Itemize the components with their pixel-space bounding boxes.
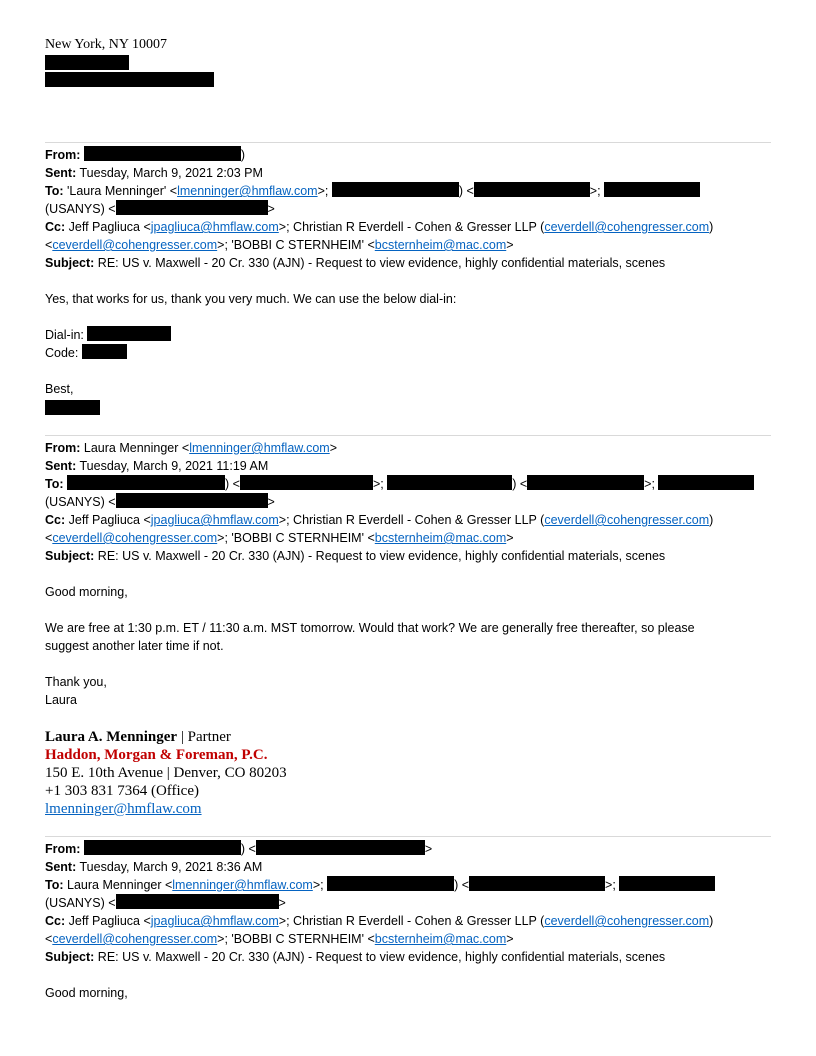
dialin-label: Dial-in: (45, 328, 84, 342)
signature-email-link[interactable]: lmenninger@hmflaw.com (45, 801, 202, 817)
signature-email-row (45, 800, 202, 818)
sent-row (45, 164, 263, 182)
to-line2-close: > (278, 896, 286, 910)
email-link[interactable]: bcsternheim@mac.com (374, 238, 507, 252)
from-name: Laura Menninger < (83, 441, 190, 455)
cc-line2-close: > (506, 932, 514, 946)
redaction-box (469, 876, 605, 891)
from-row (45, 439, 337, 457)
signature-phone: +1 303 831 7364 (Office) (45, 783, 199, 799)
signature-address: 150 E. 10th Avenue | Denver, CO 80203 (45, 765, 287, 781)
email-link[interactable]: lmenninger@hmflaw.com (172, 878, 313, 892)
sent-row (45, 457, 268, 475)
to-label: To: (45, 878, 64, 892)
to-line2-close: > (267, 495, 275, 509)
to-paren: ) < (512, 477, 528, 491)
redaction-box (327, 876, 454, 891)
from-label: From: (45, 148, 81, 162)
subject-row (45, 547, 665, 565)
to-paren: ) < (225, 477, 240, 491)
cc-row (45, 218, 713, 236)
to-label: To: (45, 184, 64, 198)
to-paren: ) < (454, 878, 470, 892)
email-link[interactable]: bcsternheim@mac.com (374, 531, 507, 545)
to-name: Laura Menninger < (67, 878, 173, 892)
signature-name-row (45, 728, 231, 746)
redaction-box (84, 840, 241, 855)
cc-line2-open: < (45, 932, 53, 946)
subject-value: RE: US v. Maxwell - 20 Cr. 330 (AJN) - Request to view evidence, highly confidential materials, scenes (97, 256, 666, 270)
email-link[interactable]: ceverdell@cohengresser.com (544, 220, 710, 234)
sign-off: Thank you, (45, 675, 107, 689)
email-link[interactable]: jpagliuca@hmflaw.com (150, 513, 279, 527)
email-link[interactable]: ceverdell@cohengresser.com (544, 513, 710, 527)
greeting: Good morning, (45, 986, 128, 1000)
from-row (45, 840, 432, 858)
sent-row (45, 858, 262, 876)
signature-title: | Partner (177, 729, 231, 745)
code-row (45, 344, 127, 362)
cc-line2-mid: >; 'BOBBI C STERNHEIM' < (217, 238, 375, 252)
redaction-box (116, 493, 268, 508)
cc-close: ) (709, 220, 714, 234)
subject-row (45, 948, 665, 966)
cc-mid: >; Christian R Everdell - Cohen & Gresser LLP ( (278, 513, 545, 527)
to-separator: >; (372, 477, 384, 491)
redaction-box (474, 182, 590, 197)
sent-label: Sent: (45, 860, 77, 874)
redaction-box (116, 200, 268, 215)
email-link[interactable]: ceverdell@cohengresser.com (52, 238, 218, 252)
email-link[interactable]: lmenninger@hmflaw.com (177, 184, 318, 198)
subject-row (45, 254, 665, 272)
email-divider (45, 435, 771, 436)
from-label: From: (45, 441, 81, 455)
redaction-box (658, 475, 754, 490)
redaction-box (87, 326, 171, 341)
cc-close: ) (709, 513, 714, 527)
cc-mid: >; Christian R Everdell - Cohen & Gresser LLP ( (278, 220, 545, 234)
cc-row (45, 511, 713, 529)
email-link[interactable]: lmenninger@hmflaw.com (189, 441, 330, 455)
redaction-box (45, 400, 100, 415)
to-row-continued (45, 493, 275, 511)
signature-firm: Haddon, Morgan & Foreman, P.C. (45, 747, 268, 763)
from-paren: ) < (240, 842, 256, 856)
subject-label: Subject: (45, 950, 95, 964)
to-line2-close: > (267, 202, 275, 216)
email-divider (45, 142, 771, 143)
cc-line2-mid: >; 'BOBBI C STERNHEIM' < (217, 932, 375, 946)
subject-value: RE: US v. Maxwell - 20 Cr. 330 (AJN) - Request to view evidence, highly confidential materials, scenes (97, 549, 666, 563)
redaction-box (82, 344, 127, 359)
cc-line2-open: < (45, 238, 53, 252)
from-close: > (329, 441, 338, 455)
subject-label: Subject: (45, 256, 95, 270)
to-row-continued (45, 894, 286, 912)
email-link[interactable]: ceverdell@cohengresser.com (52, 932, 218, 946)
email-divider (45, 836, 771, 837)
cc-row (45, 912, 713, 930)
from-row (45, 146, 245, 164)
to-row (45, 876, 715, 894)
redaction-box (387, 475, 512, 490)
subject-value: RE: US v. Maxwell - 20 Cr. 330 (AJN) - Request to view evidence, highly confidential materials, scenes (97, 950, 666, 964)
to-line2-prefix: (USANYS) < (45, 495, 116, 509)
redaction-box (527, 475, 644, 490)
to-label: To: (45, 477, 64, 491)
to-name: 'Laura Menninger' < (67, 184, 178, 198)
cc-label: Cc: (45, 513, 66, 527)
code-label: Code: (45, 346, 79, 360)
redaction-box (84, 146, 241, 161)
to-separator: >; (589, 184, 601, 198)
cc-name: Jeff Pagliuca < (68, 220, 151, 234)
cc-label: Cc: (45, 220, 66, 234)
redaction-box (604, 182, 700, 197)
cc-close: ) (709, 914, 714, 928)
to-row (45, 182, 700, 200)
sent-value: Tuesday, March 9, 2021 2:03 PM (79, 166, 263, 180)
signature-name: Laura A. Menninger (45, 729, 178, 745)
cc-name: Jeff Pagliuca < (68, 513, 151, 527)
email-link[interactable]: ceverdell@cohengresser.com (52, 531, 218, 545)
from-label: From: (45, 842, 81, 856)
dialin-row (45, 326, 171, 344)
cc-row-continued (45, 930, 514, 948)
closing: Best, (45, 382, 74, 396)
from-close: ) (240, 148, 246, 162)
sent-value: Tuesday, March 9, 2021 8:36 AM (79, 860, 263, 874)
from-close: > (424, 842, 433, 856)
to-line2-prefix: (USANYS) < (45, 202, 116, 216)
redaction-box (256, 840, 425, 855)
body-text: suggest another later time if not. (45, 639, 224, 653)
redaction-box (116, 894, 279, 909)
to-paren: ) < (458, 184, 474, 198)
to-line2-prefix: (USANYS) < (45, 896, 116, 910)
sent-label: Sent: (45, 459, 77, 473)
greeting: Good morning, (45, 585, 128, 599)
cc-line2-open: < (45, 531, 53, 545)
to-row (45, 475, 754, 493)
body-text: We are free at 1:30 p.m. ET / 11:30 a.m. MST tomorrow. Would that work? We are generally free thereafter, so please (45, 621, 695, 635)
to-row-continued (45, 200, 275, 218)
to-separator: >; (312, 878, 324, 892)
email-link[interactable]: jpagliuca@hmflaw.com (150, 220, 279, 234)
body-text: Yes, that works for us, thank you very much. We can use the below dial-in: (45, 292, 457, 306)
address-line: New York, NY 10007 (45, 37, 167, 52)
redaction-box (240, 475, 373, 490)
to-separator: >; (317, 184, 329, 198)
to-separator: >; (605, 878, 616, 892)
redaction-box (619, 876, 715, 891)
sent-value: Tuesday, March 9, 2021 11:19 AM (79, 459, 269, 473)
redaction-box (45, 55, 129, 70)
cc-mid: >; Christian R Everdell - Cohen & Gresser LLP ( (278, 914, 545, 928)
sent-label: Sent: (45, 166, 77, 180)
cc-line2-mid: >; 'BOBBI C STERNHEIM' < (217, 531, 375, 545)
cc-label: Cc: (45, 914, 66, 928)
redaction-box (332, 182, 459, 197)
email-link[interactable]: jpagliuca@hmflaw.com (150, 914, 279, 928)
cc-row-continued (45, 236, 514, 254)
redaction-box (67, 475, 225, 490)
cc-line2-close: > (506, 531, 514, 545)
to-separator: >; (644, 477, 655, 491)
cc-line2-close: > (506, 238, 514, 252)
email-link[interactable]: bcsternheim@mac.com (374, 932, 507, 946)
redaction-box (45, 72, 214, 87)
email-link[interactable]: ceverdell@cohengresser.com (544, 914, 710, 928)
cc-name: Jeff Pagliuca < (68, 914, 151, 928)
subject-label: Subject: (45, 549, 95, 563)
cc-row-continued (45, 529, 514, 547)
sender-first-name: Laura (45, 693, 77, 707)
